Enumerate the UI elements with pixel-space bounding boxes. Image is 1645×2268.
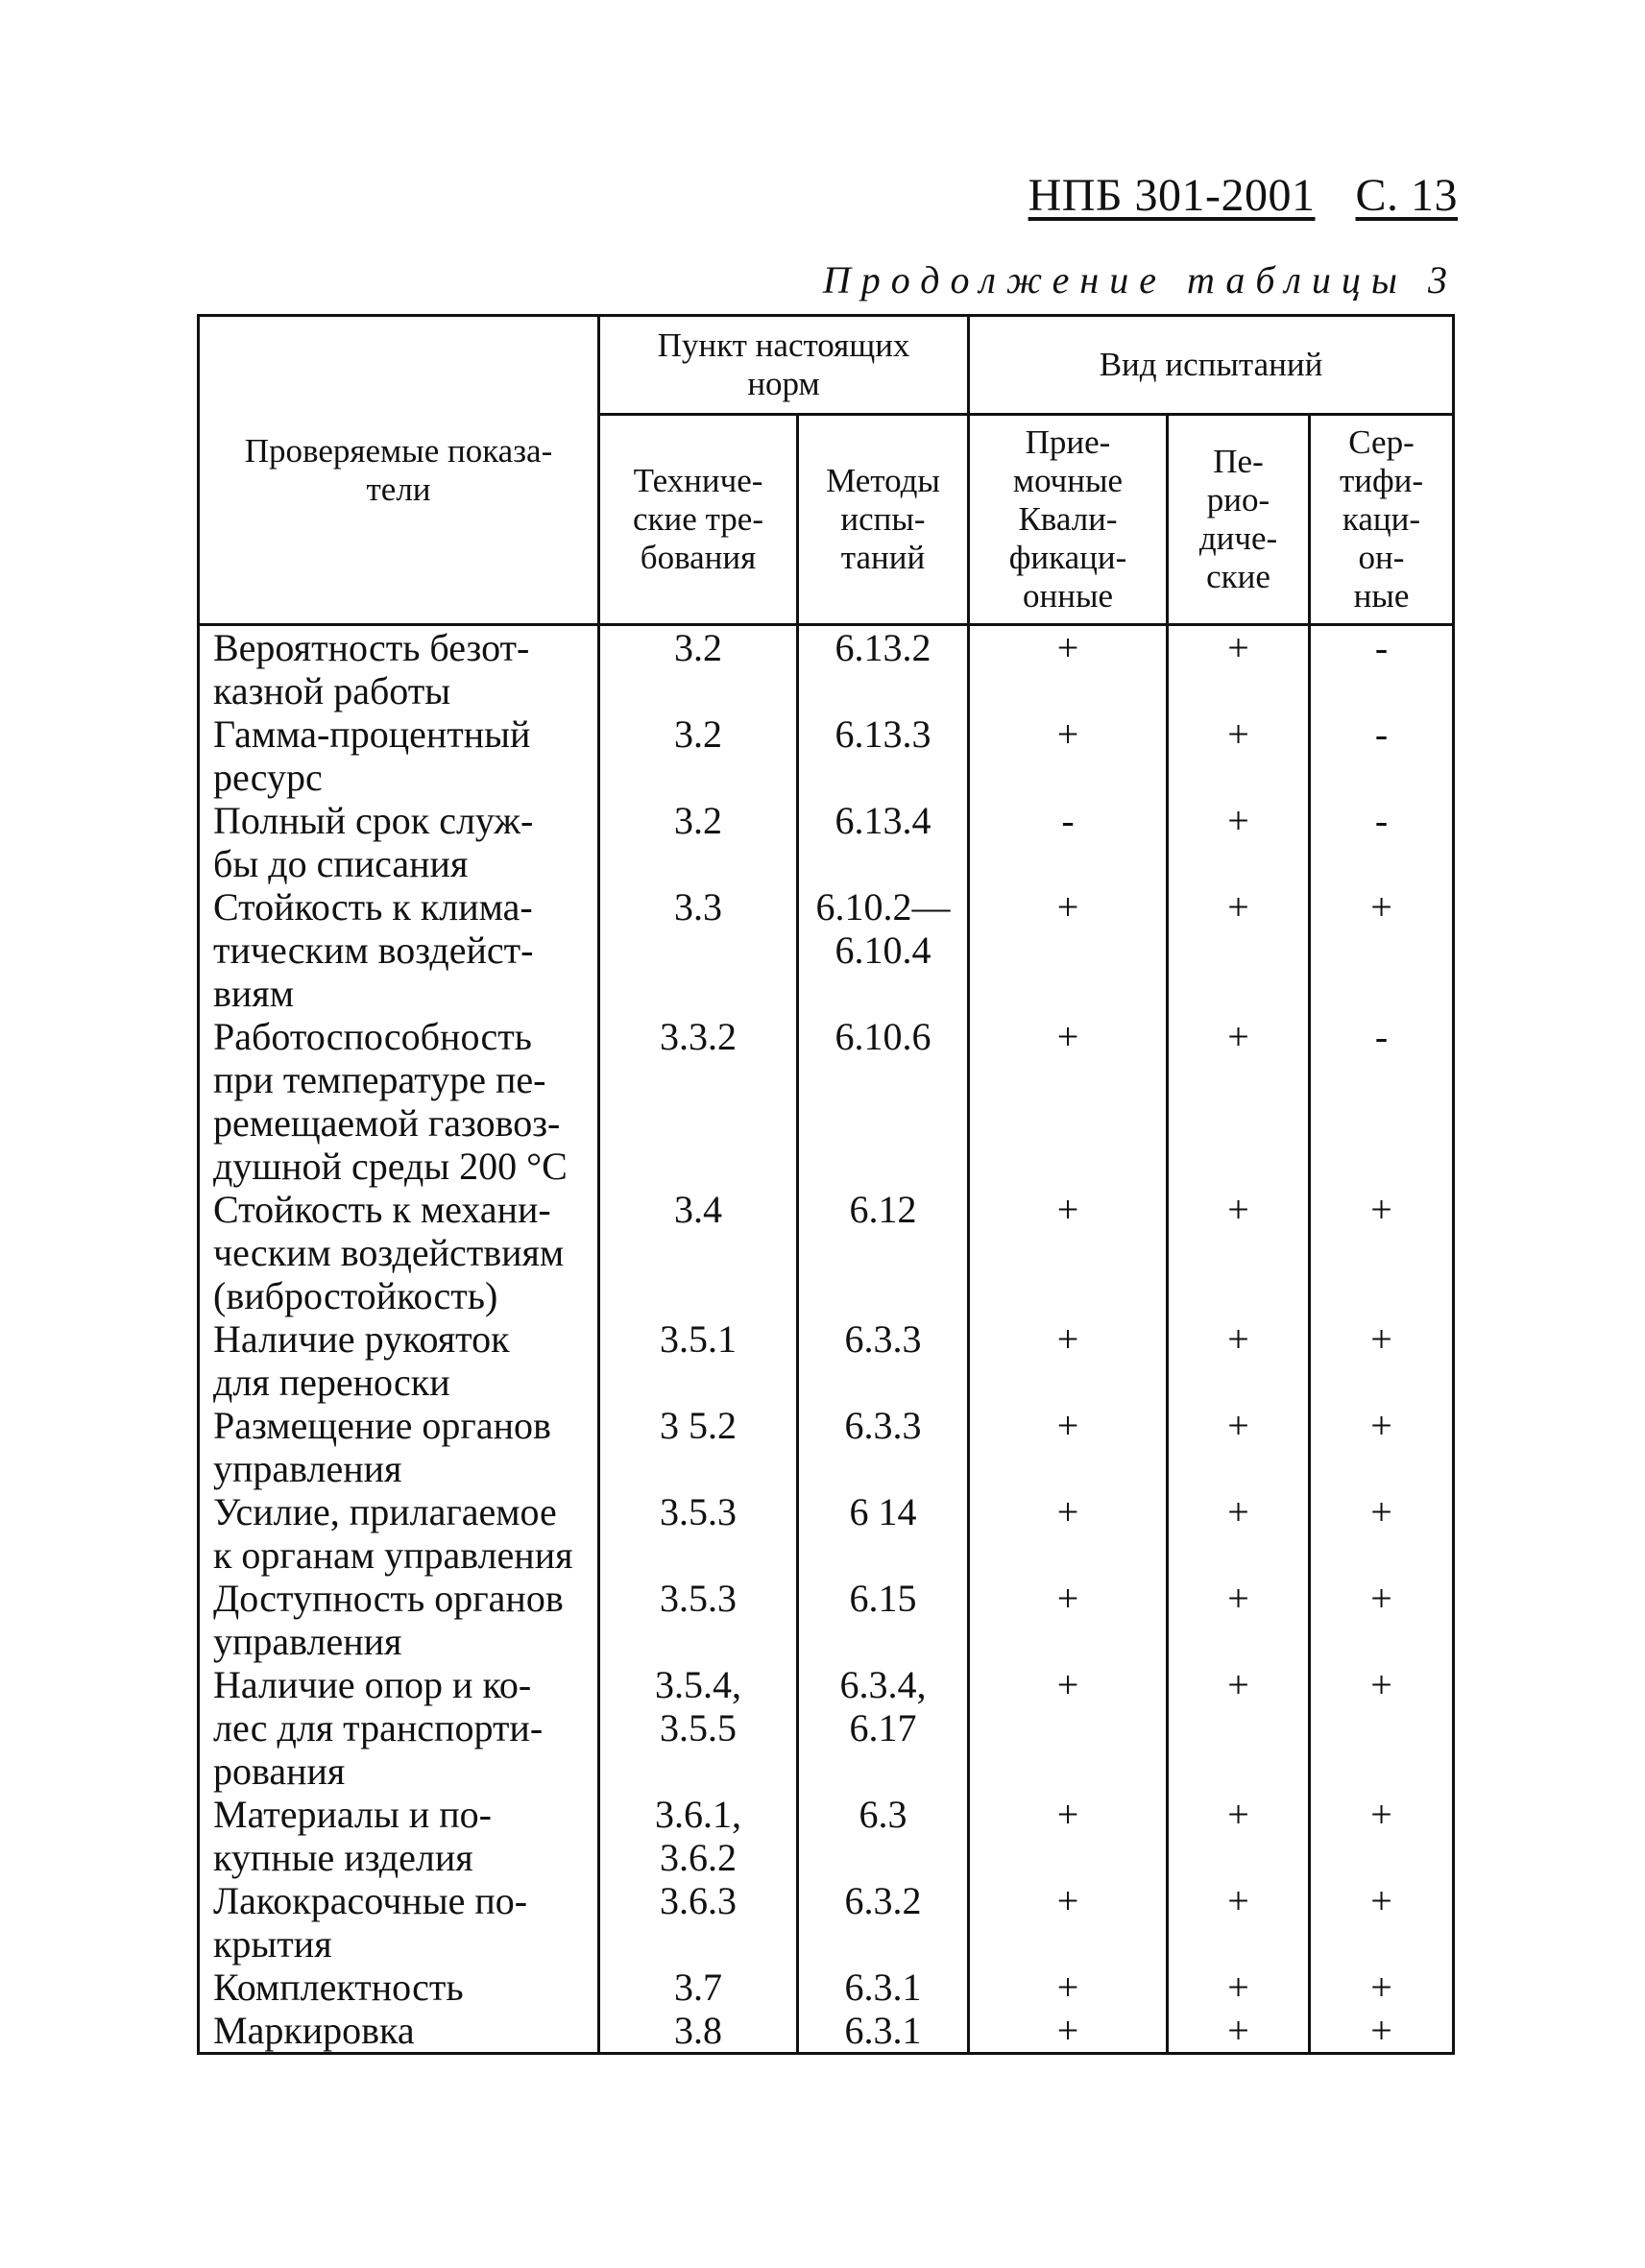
tech-requirement-cell: 3.4 [599,1188,798,1317]
certification-mark-cell: - [1310,799,1454,885]
acceptance-mark-cell: + [969,1793,1168,1879]
table-row [199,625,1454,713]
test-method-cell: 6.15 [798,1577,969,1663]
periodic-mark-cell: + [1168,625,1310,713]
table-row [199,799,1454,885]
tech-requirement-cell: 3 5.2 [599,1404,798,1490]
header-acceptance: Прие- мочные Квали- фикаци- онные [969,415,1168,625]
periodic-mark-cell: + [1168,1404,1310,1490]
tech-requirement-cell: 3.5.3 [599,1490,798,1577]
test-method-cell: 6.3.1 [798,2009,969,2054]
test-method-cell: 6.13.3 [798,712,969,799]
certification-mark-cell: + [1310,1966,1454,2009]
table-row [199,1404,1454,1490]
tech-requirement-cell: 3.3.2 [599,1015,798,1188]
certification-mark-cell: + [1310,1188,1454,1317]
indicator-cell: Лакокрасочные по- крытия [199,1879,599,1966]
periodic-mark-cell: + [1168,712,1310,799]
tech-requirement-cell: 3.7 [599,1966,798,2009]
periodic-mark-cell: + [1168,1966,1310,2009]
acceptance-mark-cell: + [969,1879,1168,1966]
acceptance-mark-cell: + [969,1404,1168,1490]
indicator-cell: Работоспособность при температуре пе- ремещаемой газовоз- душной среды 200 °С [199,1015,599,1188]
test-method-cell: 6.10.2— 6.10.4 [798,885,969,1015]
table-row [199,885,1454,1015]
periodic-mark-cell: + [1168,1879,1310,1966]
table-row [199,1793,1454,1879]
table-head [199,316,1454,625]
indicator-cell: Полный срок служ- бы до списания [199,799,599,885]
certification-mark-cell: + [1310,1317,1454,1404]
periodic-mark-cell: + [1168,1188,1310,1317]
header-test-group: Вид испытаний [969,316,1454,415]
header-indicators: Проверяемые показа- тели [199,316,599,625]
acceptance-mark-cell: + [969,1966,1168,2009]
periodic-mark-cell: + [1168,1490,1310,1577]
certification-mark-cell: - [1310,625,1454,713]
indicator-cell: Гамма-процентный ресурс [199,712,599,799]
tech-requirement-cell: 3.5.1 [599,1317,798,1404]
indicator-cell: Комплектность [199,1966,599,2009]
acceptance-mark-cell: + [969,1663,1168,1793]
tech-requirement-cell: 3.3 [599,885,798,1015]
test-method-cell: 6.3.3 [798,1404,969,1490]
acceptance-mark-cell: + [969,2009,1168,2054]
indicator-cell: Вероятность безот- казной работы [199,625,599,713]
tech-requirement-cell: 3.2 [599,712,798,799]
header-certification: Сер- тифи- каци- он- ные [1310,415,1454,625]
table-row [199,2009,1454,2054]
table-row [199,1577,1454,1663]
table-continuation-caption: Продолжение таблицы 3 [822,258,1458,302]
test-method-cell: 6.3.3 [798,1317,969,1404]
tech-requirement-cell: 3.2 [599,625,798,713]
table-row [199,712,1454,799]
indicator-cell: Усилие, прилагаемое к органам управления [199,1490,599,1577]
certification-mark-cell: - [1310,712,1454,799]
test-method-cell: 6.10.6 [798,1015,969,1188]
periodic-mark-cell: + [1168,1793,1310,1879]
certification-mark-cell: + [1310,1793,1454,1879]
test-method-cell: 6.3.4, 6.17 [798,1663,969,1793]
indicator-cell: Стойкость к клима- тическим воздейст- виям [199,885,599,1015]
acceptance-mark-cell: - [969,799,1168,885]
periodic-mark-cell: + [1168,1317,1310,1404]
table-row [199,1015,1454,1188]
table-row [199,1966,1454,2009]
table-row [199,1663,1454,1793]
test-method-cell: 6.3 [798,1793,969,1879]
tech-requirement-cell: 3.8 [599,2009,798,2054]
indicator-cell: Наличие опор и ко- лес для транспорти- рования [199,1663,599,1793]
header-tech-requirements: Техниче- ские тре- бования [599,415,798,625]
page-number: С. 13 [1355,170,1458,221]
certification-mark-cell: + [1310,1490,1454,1577]
periodic-mark-cell: + [1168,1663,1310,1793]
acceptance-mark-cell: + [969,885,1168,1015]
certification-mark-cell: + [1310,1663,1454,1793]
acceptance-mark-cell: + [969,1188,1168,1317]
table-row [199,1490,1454,1577]
test-method-cell: 6.3.1 [798,1966,969,2009]
table-row [199,1879,1454,1966]
test-method-cell: 6.13.4 [798,799,969,885]
header-test-methods: Методы испы- таний [798,415,969,625]
acceptance-mark-cell: + [969,1577,1168,1663]
acceptance-mark-cell: + [969,1317,1168,1404]
page-header [1028,169,1458,222]
test-method-cell: 6 14 [798,1490,969,1577]
indicator-cell: Стойкость к механи- ческим воздействиям (вибростойкость) [199,1188,599,1317]
certification-mark-cell: - [1310,1015,1454,1188]
indicator-cell: Наличие рукояток для переноски [199,1317,599,1404]
acceptance-mark-cell: + [969,1015,1168,1188]
periodic-mark-cell: + [1168,1015,1310,1188]
periodic-mark-cell: + [1168,799,1310,885]
tech-requirement-cell: 3.2 [599,799,798,885]
periodic-mark-cell: + [1168,885,1310,1015]
table-row [199,1188,1454,1317]
tech-requirement-cell: 3.6.3 [599,1879,798,1966]
indicator-cell: Доступность органов управления [199,1577,599,1663]
standard-code: НПБ 301-2001 [1028,170,1316,221]
certification-mark-cell: + [1310,1404,1454,1490]
test-method-cell: 6.3.2 [798,1879,969,1966]
indicator-cell: Маркировка [199,2009,599,2054]
periodic-mark-cell: + [1168,1577,1310,1663]
certification-mark-cell: + [1310,1577,1454,1663]
table-row [199,1317,1454,1404]
certification-mark-cell: + [1310,885,1454,1015]
indicator-cell: Размещение органов управления [199,1404,599,1490]
acceptance-mark-cell: + [969,625,1168,713]
periodic-mark-cell: + [1168,2009,1310,2054]
tech-requirement-cell: 3.5.3 [599,1577,798,1663]
header-clause-group: Пункт настоящих норм [599,316,969,415]
table-body [199,625,1454,2054]
indicator-cell: Материалы и по- купные изделия [199,1793,599,1879]
certification-mark-cell: + [1310,2009,1454,2054]
tech-requirement-cell: 3.5.4, 3.5.5 [599,1663,798,1793]
certification-mark-cell: + [1310,1879,1454,1966]
test-matrix-table [197,314,1455,2055]
acceptance-mark-cell: + [969,1490,1168,1577]
header-periodic: Пе- рио- диче- ские [1168,415,1310,625]
test-method-cell: 6.13.2 [798,625,969,713]
test-method-cell: 6.12 [798,1188,969,1317]
tech-requirement-cell: 3.6.1, 3.6.2 [599,1793,798,1879]
acceptance-mark-cell: + [969,712,1168,799]
